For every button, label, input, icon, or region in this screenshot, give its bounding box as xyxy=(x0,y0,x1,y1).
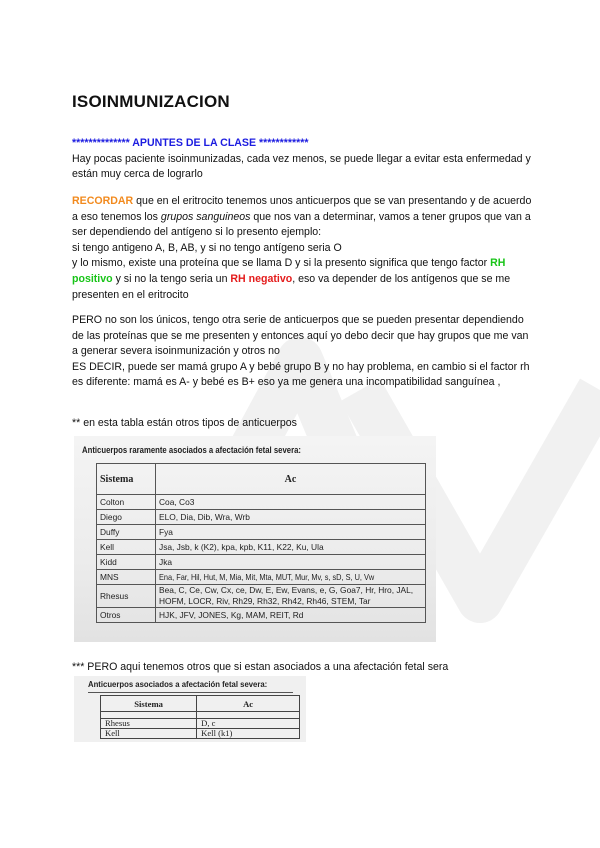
antigeno-line: si tengo antigeno A, B, AB, y si no tengo antígeno seria O xyxy=(72,241,342,254)
table1-cell-sistema: Duffy xyxy=(97,525,156,540)
table-row xyxy=(97,608,426,623)
intro-text: Hay pocas paciente isoinmunizadas, cada vez menos, se puede llegar a evitar esta enfermedad y están muy cerca de lograrlo xyxy=(72,152,531,181)
table2-spacer-row xyxy=(101,712,300,719)
table1-cell-ac: ELO, Dia, Dib, Wra, Wrb xyxy=(156,510,426,525)
table2-header-ac: Ac xyxy=(197,696,300,712)
recordar-paragraph xyxy=(72,194,532,303)
table-row xyxy=(97,555,426,570)
table1-cell-ac: HJK, JFV, JONES, Kg, MAM, REIT, Rd xyxy=(156,608,426,623)
table-row xyxy=(97,570,426,585)
table-row xyxy=(97,585,426,608)
table2-header-row xyxy=(101,696,300,712)
table-row xyxy=(101,719,300,729)
table2-caption: Anticuerpos asociados a afectación fetal severa: xyxy=(88,679,268,689)
recordar-text-1: que en el eritrocito tenemos unos anticuerpos que se van presentando y de acuerdo a eso tenemos los xyxy=(72,195,532,223)
table2 xyxy=(100,695,300,739)
table1-cell-sistema: Rhesus xyxy=(97,585,156,608)
table1-cell-ac: Coa, Co3 xyxy=(156,495,426,510)
table1-cell-ac-text: Ena, Far, Hil, Hut, M, Mia, Mit, Mta, MUT, Mur, Mv, s, sD, S, U, Vw xyxy=(159,572,375,582)
recordar-text-5: , eso va depender de los antígenos que se me presenten en el eritrocito xyxy=(72,272,511,301)
table2-cell-ac: D, c xyxy=(197,719,300,729)
pero-paragraph xyxy=(72,313,532,391)
table1-cell-ac xyxy=(156,570,426,585)
scanned-table-severa xyxy=(74,676,306,742)
table1 xyxy=(96,463,426,623)
table1-cell-ac: Bea, C, Ce, Cw, Cx, ce, Dw, E, Ew, Evans, e, G, Goa7, Hr, Hro, JAL, HOFM, LOCR, Riv, Rh29, Rh32, Rh42, Rh46, STEM, Tar xyxy=(156,585,426,608)
table1-header-sistema: Sistema xyxy=(97,464,156,495)
pero-text-1: PERO no son los únicos, tengo otra serie de anticuerpos que se pueden presentar dependiendo de las proteínas que se me presenten y entonces aquí yo debo decir que hay grupos que me van a generar severa isoinmunización y otros no xyxy=(72,314,529,358)
table1-header-row xyxy=(97,464,426,495)
table1-cell-ac: Jsa, Jsb, k (K2), kpa, kpb, K11, K22, Ku, Ula xyxy=(156,540,426,555)
rh-negativo-text: RH negativo xyxy=(230,272,293,285)
page-title: ISOINMUNIZACION xyxy=(72,92,230,111)
table-row xyxy=(101,729,300,739)
recordar-text-3: y lo mismo, existe una proteína que se llama D y si la presento significa que tengo factor xyxy=(72,257,491,270)
grupos-sanguineos-text: grupos sanguineos xyxy=(160,210,251,223)
recordar-text-2: que nos van a determinar, vamos a tener grupos que van a ser dependiendo del antígeno si lo presento ejemplo: xyxy=(72,210,531,239)
table1-cell-sistema: Colton xyxy=(97,495,156,510)
table1-cell-sistema: Kell xyxy=(97,540,156,555)
table1-caption: Anticuerpos raramente asociados a afectación fetal severa: xyxy=(82,445,301,455)
caption-underline xyxy=(88,692,293,693)
table1-cell-ac: Fya xyxy=(156,525,426,540)
table-row xyxy=(97,510,426,525)
table-row xyxy=(97,540,426,555)
intro-paragraph xyxy=(72,136,532,183)
table2-cell-ac: Kell (k1) xyxy=(197,729,300,739)
table1-cell-sistema: Diego xyxy=(97,510,156,525)
pero-text-2: ES DECIR, puede ser mamá grupo A y bebé grupo B y no hay problema, en cambio si el factor rh es diferente: mamá es A- y bebé es B+ eso ya me genera una incompatibilidad sanguínea , xyxy=(72,360,530,389)
recordar-text-4: y si no la tengo seria un xyxy=(112,272,231,285)
table-row xyxy=(97,495,426,510)
recordar-label: RECORDAR xyxy=(72,195,134,207)
table1-cell-sistema: Otros xyxy=(97,608,156,623)
table1-cell-sistema: Kidd xyxy=(97,555,156,570)
tabla-note: ** en esta tabla están otros tipos de anticuerpos xyxy=(72,417,297,429)
table1-cell-sistema: MNS xyxy=(97,570,156,585)
table1-header-ac: Ac xyxy=(156,464,426,495)
table2-cell-sistema: Kell xyxy=(101,729,197,739)
scanned-table-raramente xyxy=(74,436,436,642)
intro-heading: ************** APUNTES DE LA CLASE ************ xyxy=(72,137,309,149)
table1-cell-ac: Jka xyxy=(156,555,426,570)
table2-header-sistema: Sistema xyxy=(101,696,197,712)
severa-note: *** PERO aqui tenemos otros que si estan asociados a una afectación fetal sera xyxy=(72,661,449,673)
table-row xyxy=(97,525,426,540)
table2-cell-sistema: Rhesus xyxy=(101,719,197,729)
rh-positivo-text: RH positivo xyxy=(72,257,506,285)
